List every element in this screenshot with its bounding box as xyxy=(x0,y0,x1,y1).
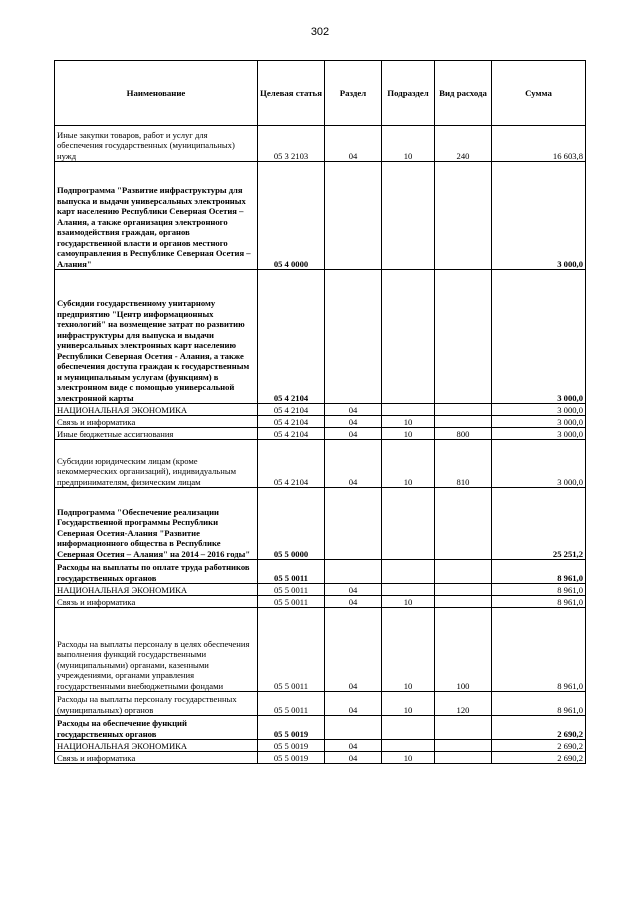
cell-expense-type xyxy=(435,752,492,764)
header-section: Раздел xyxy=(325,61,382,126)
table-body xyxy=(55,126,586,764)
cell-subsection xyxy=(382,488,435,560)
cell-subsection: 10 xyxy=(382,608,435,692)
cell-section: 04 xyxy=(325,584,382,596)
cell-section: 04 xyxy=(325,596,382,608)
table-row xyxy=(55,584,586,596)
cell-name: Расходы на обеспечение функций государственных органов xyxy=(55,716,258,740)
cell-name: Иные бюджетные ассигнования xyxy=(55,428,258,440)
cell-name: Расходы на выплаты персоналу государственных (муниципальных) органов xyxy=(55,692,258,716)
cell-target-article: 05 4 2104 xyxy=(258,416,325,428)
cell-name: НАЦИОНАЛЬНАЯ ЭКОНОМИКА xyxy=(55,404,258,416)
header-name: Наименование xyxy=(55,61,258,126)
cell-name: Расходы на выплаты по оплате труда работников государственных органов xyxy=(55,560,258,584)
cell-sum: 25 251,2 xyxy=(492,488,586,560)
cell-sum: 2 690,2 xyxy=(492,752,586,764)
cell-name: Расходы на выплаты персоналу в целях обеспечения выполнения функций государственными (муниципальными) органами, казенными учреждениями, органами управления государственными внебюджетными фондами xyxy=(55,608,258,692)
cell-section xyxy=(325,162,382,270)
cell-expense-type: 800 xyxy=(435,428,492,440)
cell-expense-type xyxy=(435,270,492,404)
cell-expense-type xyxy=(435,162,492,270)
cell-expense-type: 100 xyxy=(435,608,492,692)
cell-name: Связь и информатика xyxy=(55,752,258,764)
cell-sum: 3 000,0 xyxy=(492,162,586,270)
cell-target-article: 05 4 2104 xyxy=(258,440,325,488)
cell-target-article: 05 5 0011 xyxy=(258,584,325,596)
cell-target-article: 05 5 0000 xyxy=(258,488,325,560)
cell-section: 04 xyxy=(325,428,382,440)
table-row xyxy=(55,428,586,440)
cell-name: Подпрограмма "Развитие инфраструктуры для выпуска и выдачи универсальных электронных карт населению Республики Северная Осетия – Алания, а также организация электронного взаимодействия граждан, органов государственной власти и органов местного самоуправления в Республике Северная Осетия – Алания" xyxy=(55,162,258,270)
header-expense-type: Вид расхода xyxy=(435,61,492,126)
cell-name: НАЦИОНАЛЬНАЯ ЭКОНОМИКА xyxy=(55,740,258,752)
cell-section: 04 xyxy=(325,416,382,428)
cell-sum: 2 690,2 xyxy=(492,716,586,740)
cell-name: Субсидии юридическим лицам (кроме некоммерческих организаций), индивидуальным предпринимателям, физическим лицам xyxy=(55,440,258,488)
cell-expense-type: 240 xyxy=(435,126,492,162)
cell-expense-type xyxy=(435,716,492,740)
cell-section: 04 xyxy=(325,740,382,752)
cell-sum: 8 961,0 xyxy=(492,584,586,596)
header-row xyxy=(55,61,586,126)
table-row xyxy=(55,740,586,752)
cell-sum: 3 000,0 xyxy=(492,440,586,488)
header-target-article: Целевая статья xyxy=(258,61,325,126)
cell-subsection xyxy=(382,560,435,584)
table-row xyxy=(55,126,586,162)
cell-name: Субсидии государственному унитарному предприятию "Центр информационных технологий" на возмещение затрат по развитию инфраструктуры для выпуска и выдачи универсальных электронных карт населению Республики Северная Осетия - Алания, а также обеспечения доступа граждан к государственным и муниципальным услугам (функциям) в электронном виде с помощью универсальной электронной карты xyxy=(55,270,258,404)
cell-section xyxy=(325,560,382,584)
cell-section: 04 xyxy=(325,692,382,716)
cell-name: Подпрограмма "Обеспечение реализации Государственной программы Республики Северная Осетия-Алания "Развитие информационного общества в Республике Северная Осетия – Алания" на 2014 – 2016 годы" xyxy=(55,488,258,560)
cell-section: 04 xyxy=(325,608,382,692)
cell-expense-type xyxy=(435,404,492,416)
table-row xyxy=(55,270,586,404)
table-row xyxy=(55,560,586,584)
cell-subsection: 10 xyxy=(382,428,435,440)
cell-section xyxy=(325,270,382,404)
table-row xyxy=(55,440,586,488)
cell-sum: 8 961,0 xyxy=(492,560,586,584)
cell-sum: 3 000,0 xyxy=(492,270,586,404)
cell-target-article: 05 5 0011 xyxy=(258,596,325,608)
table-row xyxy=(55,716,586,740)
cell-target-article: 05 4 0000 xyxy=(258,162,325,270)
cell-sum: 3 000,0 xyxy=(492,428,586,440)
cell-section: 04 xyxy=(325,126,382,162)
cell-expense-type xyxy=(435,416,492,428)
header-sum: Сумма xyxy=(492,61,586,126)
cell-section xyxy=(325,716,382,740)
cell-subsection: 10 xyxy=(382,126,435,162)
table-row xyxy=(55,608,586,692)
cell-sum: 8 961,0 xyxy=(492,692,586,716)
cell-subsection xyxy=(382,716,435,740)
cell-name: Связь и информатика xyxy=(55,596,258,608)
cell-target-article: 05 4 2104 xyxy=(258,270,325,404)
cell-subsection: 10 xyxy=(382,596,435,608)
cell-expense-type: 810 xyxy=(435,440,492,488)
cell-subsection xyxy=(382,584,435,596)
cell-expense-type xyxy=(435,488,492,560)
cell-expense-type xyxy=(435,596,492,608)
cell-target-article: 05 5 0011 xyxy=(258,560,325,584)
cell-name: НАЦИОНАЛЬНАЯ ЭКОНОМИКА xyxy=(55,584,258,596)
cell-target-article: 05 5 0011 xyxy=(258,608,325,692)
cell-sum: 3 000,0 xyxy=(492,416,586,428)
cell-subsection: 10 xyxy=(382,752,435,764)
cell-target-article: 05 5 0019 xyxy=(258,752,325,764)
cell-subsection: 10 xyxy=(382,440,435,488)
cell-sum: 16 603,8 xyxy=(492,126,586,162)
cell-section: 04 xyxy=(325,404,382,416)
table-row xyxy=(55,596,586,608)
cell-subsection xyxy=(382,270,435,404)
cell-expense-type xyxy=(435,560,492,584)
page-number: 302 xyxy=(310,26,330,38)
table-row xyxy=(55,162,586,270)
budget-table xyxy=(54,60,586,764)
cell-name: Иные закупки товаров, работ и услуг для обеспечения государственных (муниципальных) нужд xyxy=(55,126,258,162)
cell-sum: 8 961,0 xyxy=(492,608,586,692)
cell-name: Связь и информатика xyxy=(55,416,258,428)
table-row xyxy=(55,752,586,764)
cell-target-article: 05 4 2104 xyxy=(258,404,325,416)
cell-sum: 3 000,0 xyxy=(492,404,586,416)
cell-expense-type: 120 xyxy=(435,692,492,716)
cell-subsection xyxy=(382,404,435,416)
cell-subsection: 10 xyxy=(382,416,435,428)
cell-sum: 8 961,0 xyxy=(492,596,586,608)
cell-section: 04 xyxy=(325,752,382,764)
table-row xyxy=(55,416,586,428)
table-row xyxy=(55,404,586,416)
cell-expense-type xyxy=(435,584,492,596)
cell-subsection xyxy=(382,740,435,752)
cell-target-article: 05 4 2104 xyxy=(258,428,325,440)
cell-subsection xyxy=(382,162,435,270)
cell-section: 04 xyxy=(325,440,382,488)
cell-target-article: 05 5 0019 xyxy=(258,740,325,752)
cell-section xyxy=(325,488,382,560)
cell-subsection: 10 xyxy=(382,692,435,716)
cell-sum: 2 690,2 xyxy=(492,740,586,752)
cell-expense-type xyxy=(435,740,492,752)
table-row xyxy=(55,488,586,560)
table-row xyxy=(55,692,586,716)
cell-target-article: 05 5 0019 xyxy=(258,716,325,740)
cell-target-article: 05 5 0011 xyxy=(258,692,325,716)
header-subsection: Подраздел xyxy=(382,61,435,126)
cell-target-article: 05 3 2103 xyxy=(258,126,325,162)
